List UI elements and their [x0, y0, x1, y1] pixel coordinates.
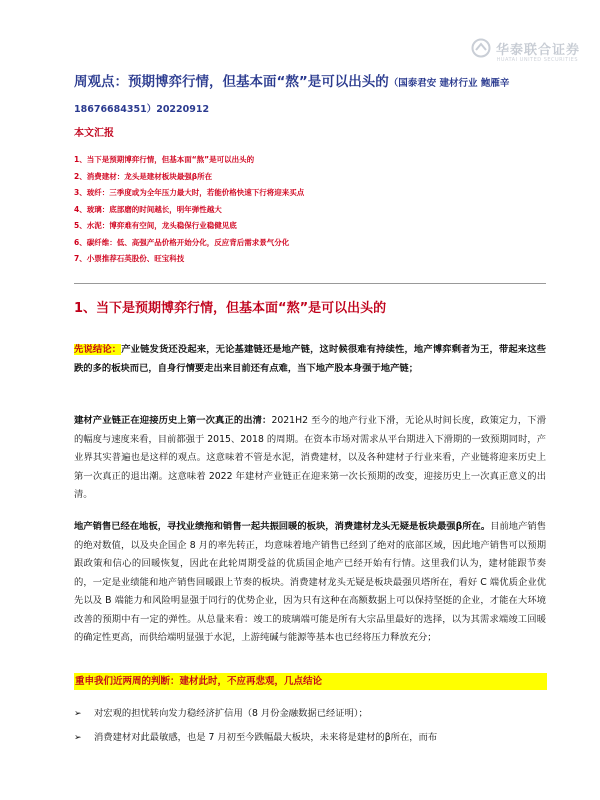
table-of-contents [74, 152, 304, 268]
conclusion-text: 产业链发货还没起来，无论基建链还是地产链，这时候很难有持续性，地产博弈剩者为王，带起来这些跌的多的板块而已，自身行情要走出来目前还有点难，当下地产股本身强于地产链； [74, 344, 546, 374]
logo-name: 华泰联合证券 [495, 42, 580, 58]
toc-item[interactable]: 1、当下是预期博弈行情，但基本面“熬”是可以出头的 [74, 155, 255, 164]
list-item [74, 702, 546, 726]
toc-item[interactable]: 2、消费建材：龙头是建材板块最强β所在 [74, 171, 213, 181]
title-main: 周观点：预期博弈行情，但基本面“熬”是可以出头的 [74, 74, 389, 90]
list-item-text: 对宏观的担忧转向发力稳经济扩信用（8 月份金融数据已经证明）； [94, 708, 368, 719]
list-item [74, 726, 546, 750]
conclusion-paragraph [74, 341, 546, 378]
summary-label: 本文汇报 [74, 128, 114, 139]
title-meta: （国泰君安 建材行业 鲍雁辛 18676684351）20220912 [74, 78, 510, 115]
toc-item[interactable]: 3、玻纤：三季度或为全年压力最大时，若能价格快速下行将迎来买点 [74, 188, 305, 197]
section-divider [74, 283, 546, 284]
body-paragraph [74, 412, 546, 505]
toc-item[interactable]: 6、碳纤维：低、高强产品价格开始分化，反应背后需求景气分化 [74, 237, 290, 247]
logo-mark-icon [471, 38, 491, 58]
paragraph-text: 2021H2 至今的地产行业下滑，无论从时间长度，政策定力，下滑的幅度与速度来看，目前都强于 2015、2018 的周期。在资本市场对需求从平台期进入下滑期的一致预期同时，产业界其实普遍也是这样的观点。这意味着不管是水泥，消费建材，以及各种建材子行业来看，产业链将迎来历史上第一次真正的退出潮。这意味着 2022 年建材产业链正在迎来第一次长预期的改变，迎接历史上一次真正意义的出清。 [74, 415, 546, 500]
paragraph-lead: 地产销售已经在地板，寻找业绩拖和销售一起共振回暖的板块，消费建材龙头无疑是板块最强β所在。 [74, 521, 491, 532]
body-paragraph [74, 518, 546, 648]
arrow-bullet-icon: ➢ [74, 709, 82, 719]
arrow-bullet-icon: ➢ [74, 733, 82, 743]
conclusion-label: 先说结论： [74, 344, 122, 355]
toc-item[interactable]: 7、小票推荐石英股份、旺宝科技 [74, 254, 185, 263]
document-title [74, 70, 546, 122]
list-item-text: 消费建材对此最敏感，也是 7 月初至今跌幅最大板块，未来将是建材的β所在，而布 [94, 732, 438, 743]
focus-banner: 重申我们近两周的判断：建材此时，不应再悲观，几点结论 [74, 673, 547, 690]
bullet-list [74, 702, 546, 750]
company-logo [471, 38, 580, 58]
logo-subtitle: HUATAI UNITED SECURITIES [496, 57, 578, 63]
paragraph-text: 目前地产销售的绝对数值，以及央企国企 8 月的率先转正，均意味着地产销售已经到了绝对的底部区域，因此地产销售可以预期跟政策和信心的回暖恢复，因此在此轮周期受益的优质国企地产已经开始有行情。这里我们认为，建材能跟节奏的，一定是业绩能和地产销售回暖跟上节奏的板块。消费建材龙头无疑是板块最强贝塔所在，看好 C 端优质企业优先以及 B 端能力和风险明显强于同行的优势企业，因为只有这种在高额数据上可以保持坚挺的企业，才能在大环境改善的预期中有一定的弹性。从总量来看：竣工的玻璃端可能是所有大宗品里最好的选择，以为其需求端竣工回暖的确定性更高，而供给端明显强于水泥，上游纯碱与能源等基本也已经将压力释放充分； [74, 521, 546, 643]
paragraph-lead: 建材产业链正在迎接历史上第一次真正的出清： [74, 415, 272, 426]
toc-item[interactable]: 5、水泥：博弈难有空间，龙头稳保行业稳健见底 [74, 221, 237, 230]
section-heading: 1、当下是预期博弈行情，但基本面“熬”是可以出头的 [74, 301, 387, 316]
toc-item[interactable]: 4、玻璃：底部磨的时间越长，明年弹性越大 [74, 204, 222, 214]
